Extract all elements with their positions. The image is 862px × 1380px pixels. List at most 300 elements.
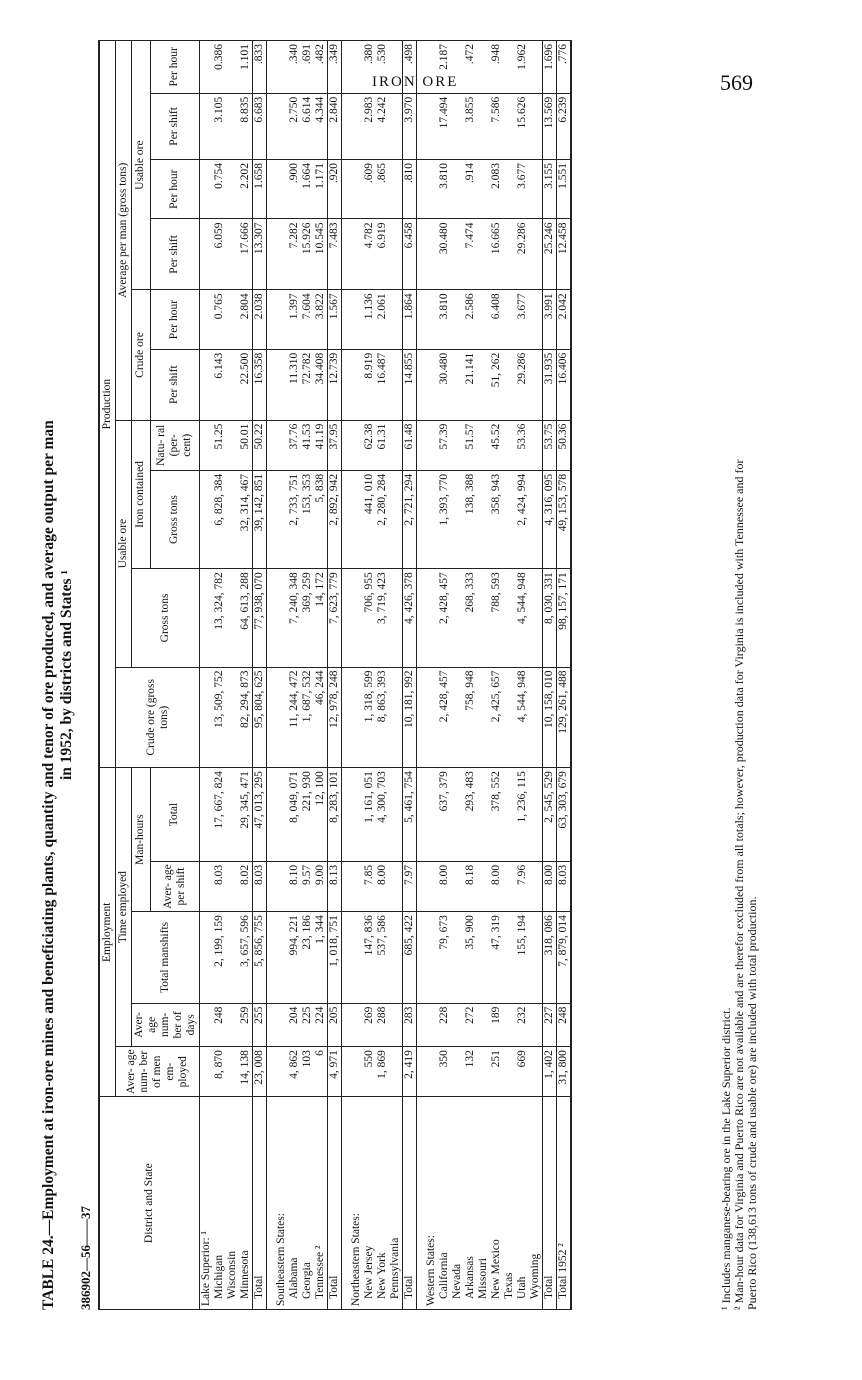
table-cell: 31, 800 (557, 1047, 572, 1097)
table-cell (503, 420, 516, 470)
table-cell: 6, 828, 384 (213, 470, 226, 568)
table-cell: 46, 244 (314, 667, 328, 768)
table-cell: 138, 388 (464, 470, 477, 568)
table-cell: 3.155 (543, 160, 557, 219)
table-cell: .900 (288, 160, 301, 219)
table-cell: 6.408 (490, 290, 503, 349)
table-cell (451, 768, 464, 862)
table-cell: 10, 158, 010 (543, 667, 557, 768)
table-cell: 22.500 (239, 349, 253, 420)
table-cell: 14, 172 (314, 569, 328, 667)
table-cell (425, 768, 438, 862)
table-cell: 2, 733, 751 (288, 470, 301, 568)
table-cell: .920 (328, 160, 342, 219)
table-cell (529, 470, 543, 568)
row-label: Total (328, 1097, 342, 1310)
table-cell: 10.545 (314, 219, 328, 290)
row-label: Wisconsin (226, 1097, 239, 1310)
table-cell (529, 420, 543, 470)
table-cell: 2, 428, 457 (438, 569, 451, 667)
table-cell (350, 470, 363, 568)
header-employment: Employment (99, 768, 116, 1097)
table-cell (529, 219, 543, 290)
table-header (99, 41, 200, 1310)
table-cell (425, 470, 438, 568)
table-cell: 7.483 (328, 219, 342, 290)
table-cell: 4, 544, 948 (516, 569, 529, 667)
table-cell: 13, 324, 782 (213, 569, 226, 667)
table-cell: 350 (438, 1047, 451, 1097)
table-cell: 227 (543, 1003, 557, 1046)
table-body (200, 41, 572, 1310)
table-cell (529, 349, 543, 420)
table-cell: 1, 393, 770 (438, 470, 451, 568)
table-cell: 7, 240, 348 (288, 569, 301, 667)
table-cell (350, 41, 363, 94)
table-cell: 6.059 (213, 219, 226, 290)
table-cell: 6.683 (253, 93, 267, 159)
table-cell: 16.358 (253, 349, 267, 420)
table-cell: 79, 673 (438, 912, 451, 1003)
table-cell (200, 470, 214, 568)
table-cell: 0.754 (213, 160, 226, 219)
table-cell: 1.397 (288, 290, 301, 349)
table-cell: 8.00 (490, 861, 503, 911)
table-cell: 53.75 (543, 420, 557, 470)
table-cell: .498 (403, 41, 417, 94)
table-cell: 129, 261, 488 (557, 667, 572, 768)
table-cell (503, 1003, 516, 1046)
table-cell: 2.083 (490, 160, 503, 219)
table-cell: .340 (288, 41, 301, 94)
table-cell: 4, 971 (328, 1047, 342, 1097)
table-cell: .530 (376, 41, 389, 94)
table-cell (477, 569, 490, 667)
table-cell: 29.286 (516, 349, 529, 420)
table-row (438, 41, 451, 1310)
table-cell (226, 861, 239, 911)
table-cell (529, 93, 543, 159)
table-cell: .349 (328, 41, 342, 94)
table-cell: 10, 181, 992 (403, 667, 417, 768)
table-cell: 30.480 (438, 219, 451, 290)
table-cell (529, 569, 543, 667)
header-time-employed: Time employed (116, 768, 132, 1047)
table-cell (200, 667, 214, 768)
table-cell: 2, 428, 457 (438, 667, 451, 768)
table-cell: 2.042 (557, 290, 572, 349)
header-production: Production (99, 41, 116, 768)
table-cell (425, 912, 438, 1003)
table-cell (503, 569, 516, 667)
table-cell: 13.307 (253, 219, 267, 290)
table-cell: 221, 930 (301, 768, 314, 862)
table-row (389, 41, 403, 1310)
table-row (503, 41, 516, 1310)
table-cell: 51, 262 (490, 349, 503, 420)
table-cell (425, 861, 438, 911)
table-cell (389, 41, 403, 94)
table-cell: 3.677 (516, 290, 529, 349)
table-cell (226, 569, 239, 667)
table-cell: 205 (328, 1003, 342, 1046)
table-cell: 47, 013, 295 (253, 768, 267, 862)
table-cell: 3.822 (314, 290, 328, 349)
table-cell: 2.061 (376, 290, 389, 349)
row-label: Utah (516, 1097, 529, 1310)
table-cell: 5, 461, 754 (403, 768, 417, 862)
table-cell: 7.474 (464, 219, 477, 290)
table-cell: 537, 586 (376, 912, 389, 1003)
header-gross-tons: Gross tons (132, 569, 200, 667)
table-cell: 29, 345, 471 (239, 768, 253, 862)
table-cell: 358, 943 (490, 470, 503, 568)
table-cell (477, 667, 490, 768)
row-label: Georgia (301, 1097, 314, 1310)
table-cell: 61.31 (376, 420, 389, 470)
header-manshifts: Total manshifts (132, 912, 200, 1003)
table-cell: 255 (253, 1003, 267, 1046)
table-cell (350, 768, 363, 862)
table-cell (477, 470, 490, 568)
row-label: Tennessee ² (314, 1097, 328, 1310)
table-cell: 41.19 (314, 420, 328, 470)
table-cell (389, 470, 403, 568)
spacer-row (342, 41, 351, 1310)
table-cell: 8.03 (213, 861, 226, 911)
table-cell: 3, 719, 423 (376, 569, 389, 667)
table-cell (425, 420, 438, 470)
total-row (557, 41, 572, 1310)
table-cell: 37.95 (328, 420, 342, 470)
table-cell: 8.00 (438, 861, 451, 911)
table-cell: 17.666 (239, 219, 253, 290)
table-cell (529, 667, 543, 768)
table-cell (350, 93, 363, 159)
header-crude-per-hour: Per hour (150, 290, 199, 349)
table-cell: 441, 010 (363, 470, 376, 568)
table-cell (477, 160, 490, 219)
table-cell: 37.76 (288, 420, 301, 470)
table-cell: 64, 613, 288 (239, 569, 253, 667)
table-cell: 369, 259 (301, 569, 314, 667)
table-cell: 6.458 (403, 219, 417, 290)
table-cell (200, 861, 214, 911)
table-cell (503, 470, 516, 568)
print-code: 386902—56——37 (78, 1206, 93, 1310)
table-cell: 8, 870 (213, 1047, 226, 1097)
table-cell: .914 (464, 160, 477, 219)
row-label: New Jersey (363, 1097, 376, 1310)
table-cell: 4, 862 (288, 1047, 301, 1097)
table-cell (425, 160, 438, 219)
table-cell: 8, 863, 393 (376, 667, 389, 768)
table-cell: 228 (438, 1003, 451, 1046)
table-cell: .833 (253, 41, 267, 94)
table-cell (226, 290, 239, 349)
table-cell: 41.53 (301, 420, 314, 470)
table-cell: 2, 425, 657 (490, 667, 503, 768)
table-cell (529, 861, 543, 911)
table-cell (529, 1047, 543, 1097)
table-cell: .380 (363, 41, 376, 94)
table-cell (389, 569, 403, 667)
table-cell (200, 349, 214, 420)
header-man-hours: Man-hours (132, 768, 151, 912)
table-cell: 49, 153, 578 (557, 470, 572, 568)
table-cell (529, 290, 543, 349)
table-cell (389, 160, 403, 219)
table-cell (275, 160, 288, 219)
table-cell: 8.03 (253, 861, 267, 911)
table-cell: 8, 030, 331 (543, 569, 557, 667)
table-cell: 1, 687, 532 (301, 667, 314, 768)
footnote-2-continued: Puerto Rico (138,613 tons of crude and usable ore) are included with total production. (745, 896, 759, 1310)
table-cell: 251 (490, 1047, 503, 1097)
table-cell: 61.48 (403, 420, 417, 470)
table-row (477, 41, 490, 1310)
table-cell (350, 861, 363, 911)
table-cell: .865 (376, 160, 389, 219)
table-cell (226, 349, 239, 420)
table-row (239, 41, 253, 1310)
table-cell (275, 93, 288, 159)
table-cell (226, 41, 239, 94)
header-crude-per-shift: Per shift (150, 349, 199, 420)
table-cell: 2, 199, 159 (213, 912, 226, 1003)
table-cell: 16.406 (557, 349, 572, 420)
table-cell (226, 93, 239, 159)
group-heading-row (350, 41, 363, 1310)
table-cell: 8.919 (363, 349, 376, 420)
table-cell: 4.242 (376, 93, 389, 159)
table-cell: 63, 303, 679 (557, 768, 572, 862)
header-iron-per-hour: Per hour (150, 41, 199, 94)
table-cell: 378, 552 (490, 768, 503, 862)
table-cell: 2, 424, 994 (516, 470, 529, 568)
table-cell: 2.750 (288, 93, 301, 159)
header-usable-ore-per-man: Usable ore (132, 41, 151, 290)
table-cell: 1.171 (314, 160, 328, 219)
table-cell (200, 420, 214, 470)
table-cell (226, 1047, 239, 1097)
table-cell: 0.765 (213, 290, 226, 349)
table-cell: 39, 142, 851 (253, 470, 267, 568)
table-cell: 29.286 (516, 219, 529, 290)
header-man-hours-total: Total (150, 768, 199, 862)
table-cell: 3.677 (516, 160, 529, 219)
table-cell (226, 470, 239, 568)
table-cell: .609 (363, 160, 376, 219)
table-cell: 2, 419 (403, 1047, 417, 1097)
table-cell (477, 1047, 490, 1097)
table-cell: 1.101 (239, 41, 253, 94)
table-cell: 4.344 (314, 93, 328, 159)
table-cell (200, 1047, 214, 1097)
row-label: Total (253, 1097, 267, 1310)
table-cell: 669 (516, 1047, 529, 1097)
table-cell: 232 (516, 1003, 529, 1046)
table-cell: 5, 856, 755 (253, 912, 267, 1003)
table-cell (350, 1003, 363, 1046)
table-cell (350, 290, 363, 349)
table-cell (275, 569, 288, 667)
header-usable-ore: Usable ore (116, 420, 132, 667)
table-cell: 53.36 (516, 420, 529, 470)
table-cell (477, 349, 490, 420)
table-cell: 3.855 (464, 93, 477, 159)
table-cell (226, 667, 239, 768)
table-cell (451, 160, 464, 219)
table-cell: 103 (301, 1047, 314, 1097)
table-cell: 1, 236, 115 (516, 768, 529, 862)
header-usable-per-hour: Per hour (150, 160, 199, 219)
table-cell: 11, 244, 472 (288, 667, 301, 768)
table-cell: 248 (213, 1003, 226, 1046)
table-cell (350, 219, 363, 290)
row-label: Nevada (451, 1097, 464, 1310)
iron-ore-table (98, 40, 572, 1310)
table-cell (503, 219, 516, 290)
row-label: Northeastern States: (350, 1097, 363, 1310)
table-cell: 7.604 (301, 290, 314, 349)
table-cell (503, 667, 516, 768)
row-label: New York (376, 1097, 389, 1310)
table-cell: 14.855 (403, 349, 417, 420)
table-cell: 293, 483 (464, 768, 477, 862)
table-cell (350, 667, 363, 768)
table-cell: 6.614 (301, 93, 314, 159)
table-row (314, 41, 328, 1310)
table-cell: 30.480 (438, 349, 451, 420)
table-cell (451, 667, 464, 768)
table-cell (389, 1003, 403, 1046)
table-cell: 288 (376, 1003, 389, 1046)
table-cell: 2.840 (328, 93, 342, 159)
table-row (529, 41, 543, 1310)
table-cell: 1, 344 (314, 912, 328, 1003)
caption-line-2: in 1952, by districts and States ¹ (58, 569, 75, 781)
table-cell (477, 861, 490, 911)
table-cell: 788, 593 (490, 569, 503, 667)
table-cell (529, 912, 543, 1003)
table-cell (477, 93, 490, 159)
table-cell: 12, 100 (314, 768, 328, 862)
table-cell (200, 569, 214, 667)
table-cell: 7, 623, 779 (328, 569, 342, 667)
table-row (451, 41, 464, 1310)
table-cell: 11.310 (288, 349, 301, 420)
table-cell (275, 290, 288, 349)
table-cell (451, 1047, 464, 1097)
table-cell: 14, 138 (239, 1047, 253, 1097)
table-cell (389, 861, 403, 911)
table-cell (529, 41, 543, 94)
table-cell: 12.458 (557, 219, 572, 290)
table-cell: 637, 379 (438, 768, 451, 862)
table-cell (451, 912, 464, 1003)
table-cell: 9.57 (301, 861, 314, 911)
table-cell: 32, 314, 467 (239, 470, 253, 568)
table-cell: 8.835 (239, 93, 253, 159)
table-row (516, 41, 529, 1310)
total-row (253, 41, 267, 1310)
table-cell (226, 160, 239, 219)
table-cell: 1, 402 (543, 1047, 557, 1097)
table-cell: 3, 657, 596 (239, 912, 253, 1003)
table-cell (389, 349, 403, 420)
table-cell (503, 41, 516, 94)
table-cell: 9.00 (314, 861, 328, 911)
table-cell: 4, 316, 095 (543, 470, 557, 568)
table-cell: 8.10 (288, 861, 301, 911)
table-cell: 6.919 (376, 219, 389, 290)
table-cell: 12, 978, 248 (328, 667, 342, 768)
table-cell: 13.569 (543, 93, 557, 159)
table-cell (389, 420, 403, 470)
row-label: Texas (503, 1097, 516, 1310)
table-cell: 47, 319 (490, 912, 503, 1003)
table-cell: 2.983 (363, 93, 376, 159)
table-cell (425, 1003, 438, 1046)
table-cell (350, 569, 363, 667)
table-cell: .691 (301, 41, 314, 94)
table-caption (40, 40, 76, 1310)
table-cell: 3.810 (438, 290, 451, 349)
table-cell (503, 1047, 516, 1097)
table-cell (200, 290, 214, 349)
footnote-2: ² Man-hour data for Virginia and Puerto Rico are not available and are therefor excluded from all totals; however, production data for Virginia is included with Tennessee and for (732, 459, 746, 1310)
table-cell (350, 912, 363, 1003)
table-cell (389, 667, 403, 768)
table-cell: 51.57 (464, 420, 477, 470)
table-cell (200, 912, 214, 1003)
table-cell: 8.13 (328, 861, 342, 911)
table-cell (350, 1047, 363, 1097)
table-cell: 2.038 (253, 290, 267, 349)
header-district: District and State (99, 1097, 200, 1310)
table-cell: 7.85 (363, 861, 376, 911)
table-cell (477, 219, 490, 290)
table-cell (451, 290, 464, 349)
header-usable-per-shift: Per shift (150, 219, 199, 290)
header-crude-ore: Crude ore (gross tons) (116, 667, 200, 768)
table-cell: 248 (557, 1003, 572, 1046)
row-label: Lake Superior: ¹ (200, 1097, 214, 1310)
table-cell (226, 1003, 239, 1046)
table-cell (451, 41, 464, 94)
table-cell (451, 93, 464, 159)
table-cell: 3.991 (543, 290, 557, 349)
table-cell: .948 (490, 41, 503, 94)
row-label: Alabama (288, 1097, 301, 1310)
table-cell: 7.97 (403, 861, 417, 911)
table-cell (477, 768, 490, 862)
header-avg-days: Aver- age num- ber of days (132, 1003, 200, 1046)
header-iron-contained: Iron contained (132, 420, 151, 569)
table-cell (200, 160, 214, 219)
row-label: Arkansas (464, 1097, 477, 1310)
table-cell: 82, 294, 873 (239, 667, 253, 768)
table-cell (275, 912, 288, 1003)
table-cell: 6 (314, 1047, 328, 1097)
header-iron-per-shift: Per shift (150, 93, 199, 159)
table-cell: 204 (288, 1003, 301, 1046)
table-cell: 72.782 (301, 349, 314, 420)
table-cell (200, 1003, 214, 1046)
table-cell (451, 349, 464, 420)
table-cell: 4, 300, 703 (376, 768, 389, 862)
